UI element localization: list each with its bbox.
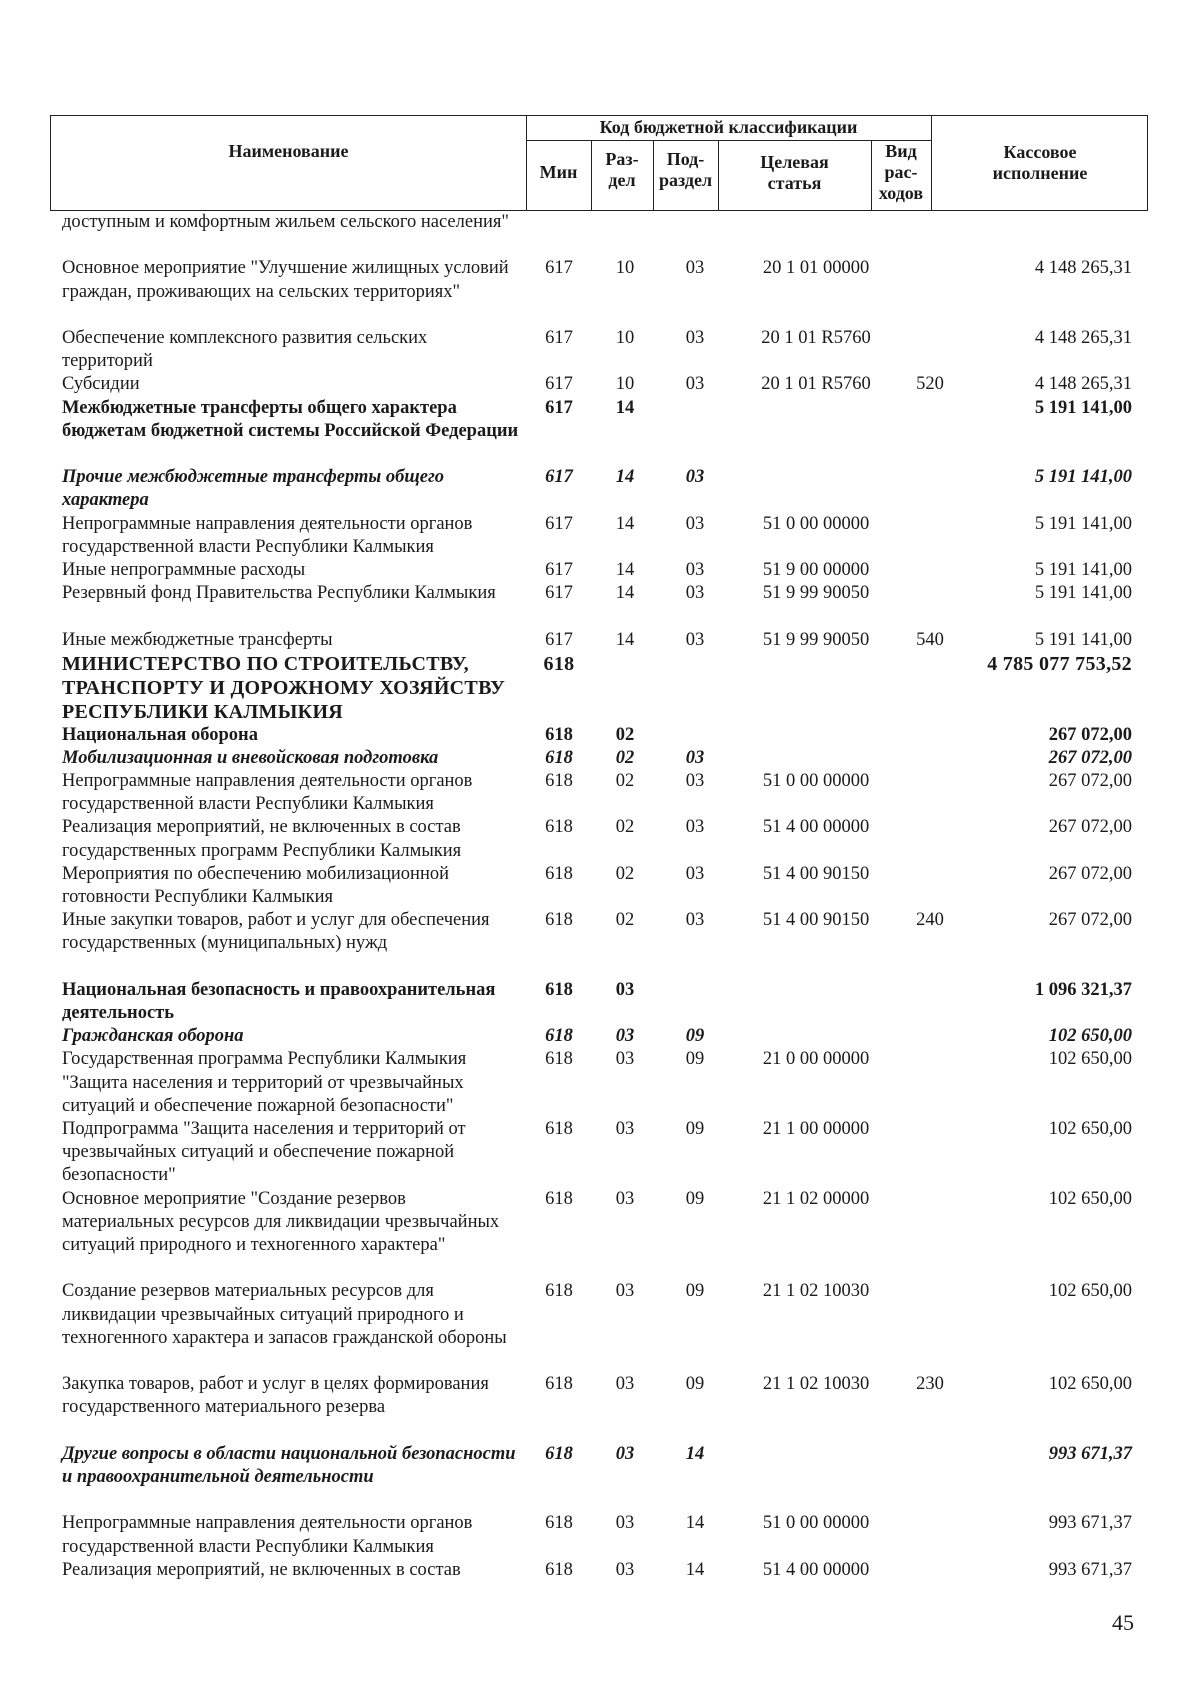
row-podrazdel: 09	[685, 1281, 705, 1302]
row-min: 618	[543, 652, 575, 675]
table-row	[0, 397, 1200, 467]
row-min: 618	[545, 1049, 573, 1070]
row-name: Непрограммные направления деятельности органов государственной власти Республики Калмыкия	[62, 513, 473, 557]
row-razdel: 10	[615, 327, 635, 348]
row-razdel: 03	[615, 1374, 635, 1395]
table-row	[0, 863, 1200, 909]
row-name: Национальная оборона	[62, 724, 258, 745]
row-razdel: 03	[615, 1513, 635, 1534]
row-amount: 5 191 141,00	[1034, 513, 1132, 534]
row-podrazdel: 14	[685, 1559, 705, 1580]
row-podrazdel: 03	[685, 910, 705, 931]
row-celevaya: 51 4 00 00000	[762, 817, 870, 838]
row-razdel: 03	[615, 1443, 635, 1464]
row-celevaya: 51 9 99 90050	[762, 629, 870, 650]
row-podrazdel: 03	[685, 747, 705, 768]
row-name: Подпрограмма "Защита населения и территорий от чрезвычайных ситуаций и обеспечение пожарной безопасности"	[62, 1119, 466, 1186]
row-celevaya: 51 4 00 90150	[762, 910, 870, 931]
row-name: Обеспечение комплексного развития сельских территорий	[62, 327, 428, 372]
table-row	[0, 1118, 1200, 1188]
row-celevaya: 20 1 01 R5760	[761, 374, 871, 395]
row-min: 617	[545, 327, 573, 348]
row-razdel: 14	[615, 559, 635, 580]
row-amount: 5 191 141,00	[1034, 629, 1132, 650]
row-amount: 102 650,00	[1048, 1119, 1132, 1140]
row-razdel: 02	[615, 724, 635, 745]
table-row	[0, 327, 1200, 373]
row-name: МИНИСТЕРСТВО ПО СТРОИТЕЛЬСТВУ, ТРАНСПОРТУ И ДОРОЖНОМУ ХОЗЯЙСТВУ РЕСПУБЛИКИ КАЛМЫКИЯ	[62, 652, 506, 723]
row-razdel: 03	[615, 1049, 635, 1070]
row-min: 617	[545, 397, 573, 418]
table-row	[0, 257, 1200, 327]
row-min: 618	[545, 1281, 573, 1302]
row-amount: 267 072,00	[1048, 863, 1132, 884]
row-podrazdel: 03	[685, 583, 705, 604]
row-name: Закупка товаров, работ и услуг в целях формирования государственного материального резерва	[62, 1374, 489, 1418]
row-podrazdel: 03	[685, 513, 705, 534]
table-row	[0, 559, 1200, 582]
row-name: Непрограммные направления деятельности органов государственной власти Республики Калмыкия	[62, 1513, 473, 1557]
row-min: 618	[545, 979, 573, 1000]
row-amount: 102 650,00	[1048, 1281, 1132, 1302]
row-podrazdel: 03	[685, 771, 705, 792]
row-amount: 267 072,00	[1048, 747, 1132, 768]
row-celevaya: 21 1 02 10030	[762, 1281, 870, 1302]
row-razdel: 10	[615, 258, 635, 279]
row-razdel: 03	[615, 1559, 635, 1580]
row-celevaya: 51 0 00 00000	[762, 1513, 870, 1534]
table-row	[0, 582, 1200, 628]
row-podrazdel: 03	[685, 374, 705, 395]
row-podrazdel: 03	[685, 817, 705, 838]
row-amount: 5 191 141,00	[1034, 467, 1132, 488]
row-amount: 267 072,00	[1048, 817, 1132, 838]
row-amount: 267 072,00	[1048, 771, 1132, 792]
row-celevaya: 20 1 01 00000	[762, 258, 870, 279]
row-podrazdel: 03	[685, 467, 705, 488]
row-min: 617	[545, 258, 573, 279]
row-celevaya: 51 9 00 00000	[762, 559, 870, 580]
table-row	[0, 1280, 1200, 1373]
row-amount: 993 671,37	[1048, 1513, 1132, 1534]
row-amount: 5 191 141,00	[1034, 397, 1132, 418]
row-podrazdel: 14	[685, 1513, 705, 1534]
row-min: 618	[545, 1443, 573, 1464]
row-min: 618	[545, 1559, 573, 1580]
header-kbk: Код бюджетной классификации	[599, 117, 858, 137]
row-celevaya: 51 4 00 90150	[762, 863, 870, 884]
row-name: Прочие межбюджетные трансферты общего характера	[62, 467, 445, 511]
table-row	[0, 1373, 1200, 1443]
row-razdel: 14	[615, 397, 635, 418]
row-name: Мероприятия по обеспечению мобилизационной готовности Республики Калмыкия	[62, 863, 450, 908]
row-celevaya: 21 1 02 00000	[762, 1188, 870, 1209]
row-name: Реализация мероприятий, не включенных в состав	[62, 1559, 461, 1580]
row-amount: 102 650,00	[1048, 1374, 1132, 1395]
row-amount: 1 096 321,37	[1034, 979, 1132, 1000]
row-podrazdel: 03	[685, 629, 705, 650]
table-row	[0, 816, 1200, 862]
row-razdel: 02	[615, 817, 635, 838]
row-razdel: 03	[615, 979, 635, 1000]
table-row	[0, 909, 1200, 979]
header-kassovoe: Кассовое исполнение	[992, 142, 1088, 183]
table-row	[0, 770, 1200, 816]
row-celevaya: 21 0 00 00000	[762, 1049, 870, 1070]
row-name: Иные закупки товаров, работ и услуг для обеспечения государственных (муниципальных) нужд	[62, 910, 490, 954]
table-header	[50, 115, 1148, 211]
row-razdel: 03	[615, 1281, 635, 1302]
table-body	[0, 211, 1200, 1582]
row-min: 618	[545, 1026, 573, 1047]
row-min: 617	[545, 467, 573, 488]
table-row	[0, 629, 1200, 652]
table-row	[0, 747, 1200, 770]
row-amount: 4 148 265,31	[1034, 327, 1132, 348]
row-razdel: 14	[615, 583, 635, 604]
row-podrazdel: 09	[685, 1188, 705, 1209]
table-row	[0, 373, 1200, 396]
header-podrazdel: Под- раздел	[658, 149, 713, 190]
header-name: Наименование	[228, 141, 349, 161]
row-podrazdel: 03	[685, 559, 705, 580]
table-row	[0, 1025, 1200, 1048]
row-razdel: 02	[615, 863, 635, 884]
table-row	[0, 979, 1200, 1025]
row-podrazdel: 03	[685, 863, 705, 884]
row-name: Национальная безопасность и правоохранительная деятельность	[62, 979, 496, 1024]
row-name: Основное мероприятие "Создание резервов материальных ресурсов для ликвидации чрезвычайных ситуаций природного и техногенного характера"	[62, 1188, 500, 1256]
header-celevaya: Целевая статья	[760, 152, 829, 193]
row-min: 618	[545, 910, 573, 931]
row-razdel: 02	[615, 910, 635, 931]
row-razdel: 03	[615, 1026, 635, 1047]
row-name: Мобилизационная и вневойсковая подготовка	[62, 747, 439, 768]
row-amount: 102 650,00	[1048, 1026, 1132, 1047]
row-name: Резервный фонд Правительства Республики Калмыкия	[62, 583, 496, 604]
row-name: Основное мероприятие "Улучшение жилищных условий граждан, проживающих на сельских территориях"	[62, 258, 509, 302]
row-razdel: 14	[615, 629, 635, 650]
table-row	[0, 1443, 1200, 1513]
table-row	[0, 466, 1200, 512]
row-amount: 267 072,00	[1048, 910, 1132, 931]
row-vid: 240	[916, 910, 944, 931]
row-name: доступным и комфортным жильем сельского населения"	[62, 212, 509, 232]
row-celevaya: 21 1 00 00000	[762, 1119, 870, 1140]
row-amount: 102 650,00	[1048, 1049, 1132, 1070]
row-celevaya: 20 1 01 R5760	[761, 327, 871, 348]
row-min: 618	[545, 724, 573, 745]
row-amount: 4 785 077 753,52	[987, 652, 1132, 675]
row-min: 618	[545, 863, 573, 884]
row-amount: 267 072,00	[1048, 724, 1132, 745]
row-razdel: 03	[615, 1119, 635, 1140]
row-name: Субсидии	[62, 374, 140, 395]
row-name: Другие вопросы в области национальной безопасности и правоохранительной деятельности	[62, 1443, 516, 1487]
row-podrazdel: 09	[685, 1049, 705, 1070]
row-name: Иные непрограммные расходы	[62, 559, 306, 580]
row-podrazdel: 09	[685, 1026, 705, 1047]
row-min: 617	[545, 559, 573, 580]
row-min: 618	[545, 1188, 573, 1209]
row-podrazdel: 09	[685, 1119, 705, 1140]
header-min: Мин	[539, 162, 578, 182]
table-row	[0, 1512, 1200, 1558]
row-vid: 520	[916, 374, 944, 395]
row-amount: 993 671,37	[1048, 1443, 1132, 1464]
row-podrazdel: 09	[685, 1374, 705, 1395]
row-razdel: 10	[615, 374, 635, 395]
row-name: Непрограммные направления деятельности органов государственной власти Республики Калмыкия	[62, 771, 473, 815]
table-row	[0, 1188, 1200, 1281]
row-min: 617	[545, 374, 573, 395]
row-min: 618	[545, 1119, 573, 1140]
row-razdel: 02	[615, 747, 635, 768]
row-celevaya: 21 1 02 10030	[762, 1374, 870, 1395]
row-vid: 540	[916, 629, 944, 650]
row-podrazdel: 14	[685, 1443, 705, 1464]
row-min: 618	[545, 1513, 573, 1534]
page-number: 45	[1112, 1610, 1134, 1635]
row-amount: 4 148 265,31	[1034, 374, 1132, 395]
row-name: Реализация мероприятий, не включенных в состав государственных программ Республики Калмыкия	[62, 817, 462, 861]
row-celevaya: 51 0 00 00000	[762, 771, 870, 792]
row-amount: 4 148 265,31	[1034, 258, 1132, 279]
table-row	[0, 1559, 1200, 1582]
table-row	[0, 513, 1200, 559]
row-min: 617	[545, 583, 573, 604]
row-celevaya: 51 0 00 00000	[762, 513, 870, 534]
row-podrazdel: 03	[685, 258, 705, 279]
row-razdel: 14	[615, 467, 635, 488]
row-amount: 5 191 141,00	[1034, 583, 1132, 604]
table-row	[0, 1048, 1200, 1118]
row-name: Межбюджетные трансферты общего характера бюджетам бюджетной системы Российской Федерации	[62, 397, 519, 441]
row-name: Иные межбюджетные трансферты	[62, 629, 333, 650]
row-razdel: 02	[615, 771, 635, 792]
row-podrazdel: 03	[685, 327, 705, 348]
row-name: Создание резервов материальных ресурсов для ликвидации чрезвычайных ситуаций природного и техногенного характера и запасов гражданской обороны	[62, 1281, 507, 1348]
row-name: Гражданская оборона	[62, 1026, 244, 1047]
table-row	[0, 211, 1200, 257]
row-min: 618	[545, 817, 573, 838]
row-min: 617	[545, 513, 573, 534]
row-min: 618	[545, 771, 573, 792]
header-vid: Вид рас- ходов	[878, 141, 924, 203]
row-min: 618	[545, 747, 573, 768]
row-celevaya: 51 4 00 00000	[762, 1559, 870, 1580]
row-celevaya: 51 9 99 90050	[762, 583, 870, 604]
row-amount: 993 671,37	[1048, 1559, 1132, 1580]
row-amount: 102 650,00	[1048, 1188, 1132, 1209]
row-vid: 230	[916, 1374, 944, 1395]
row-amount: 5 191 141,00	[1034, 559, 1132, 580]
row-min: 618	[545, 1374, 573, 1395]
table-row	[0, 652, 1200, 724]
table-row	[0, 724, 1200, 747]
row-name: Государственная программа Республики Калмыкия "Защита населения и территорий от чрезвычайных ситуаций и обеспечение пожарной безопасности"	[62, 1049, 467, 1116]
row-min: 617	[545, 629, 573, 650]
row-razdel: 14	[615, 513, 635, 534]
row-razdel: 03	[615, 1188, 635, 1209]
header-razdel: Раз- дел	[605, 149, 639, 190]
